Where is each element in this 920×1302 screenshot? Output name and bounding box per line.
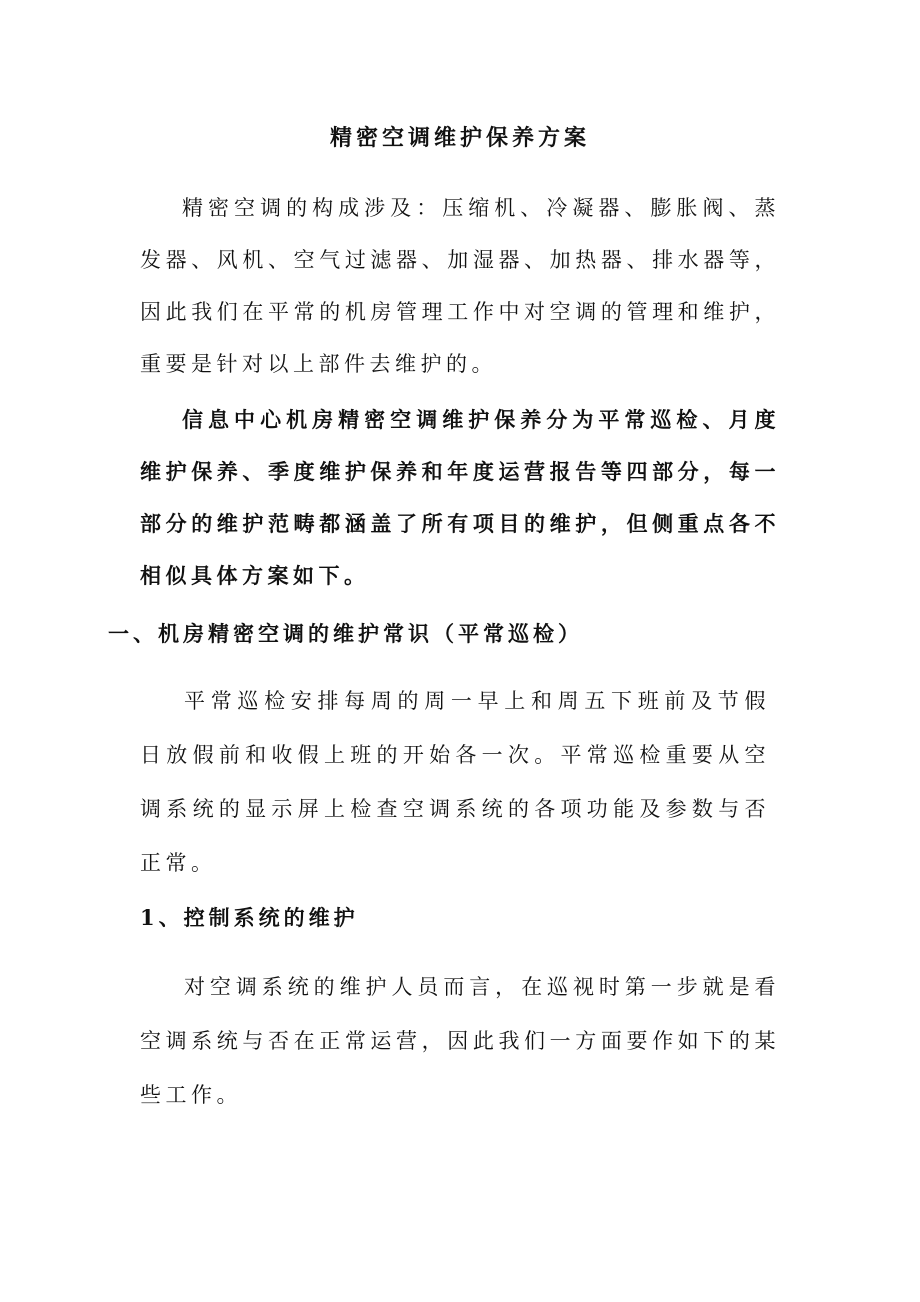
subsection-heading-control-system: 1、控制系统的维护 — [140, 905, 359, 930]
intro-paragraph: 精密空调的构成涉及：压缩机、冷凝器、膨胀阀、蒸发器、风机、空气过滤器、加湿器、加热器、排水器等，因此我们在平常的机房管理工作中对空调的管理和维护，重要是针对以上部件去维护的。 — [140, 196, 780, 376]
maintenance-scope-paragraph: 信息中心机房精密空调维护保养分为平常巡检、月度维护保养、季度维护保养和年度运营报告等四部分，每一部分的维护范畴都涵盖了所有项目的维护，但侧重点各不相似具体方案如下。 — [140, 407, 780, 588]
section-heading-routine-inspection: 一、机房精密空调的维护常识（平常巡检） — [108, 621, 583, 646]
document-title: 精密空调维护保养方案 — [329, 125, 590, 151]
control-system-paragraph: 对空调系统的维护人员而言，在巡视时第一步就是看空调系统与否在正常运营，因此我们一方面要作如下的某些工作。 — [140, 975, 780, 1107]
routine-inspection-paragraph: 平常巡检安排每周的周一早上和周五下班前及节假日放假前和收假上班的开始各一次。平常巡检重要从空调系统的显示屏上检查空调系统的各项功能及参数与否正常。 — [140, 689, 770, 875]
